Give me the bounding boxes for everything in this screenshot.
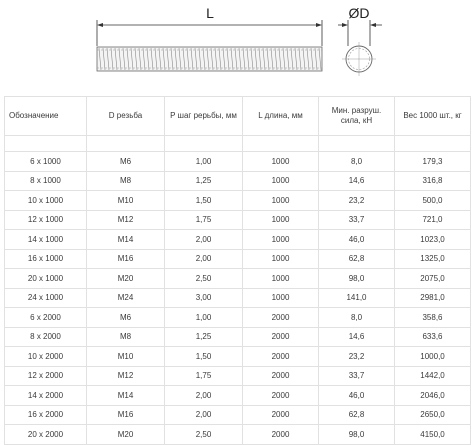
weight-cell: 1000,0 [395, 347, 471, 367]
length-label: L [206, 5, 214, 21]
weight-cell: 721,0 [395, 210, 471, 230]
thread-cell: M12 [87, 210, 165, 230]
designation-cell: 6 x 2000 [5, 308, 87, 328]
thread-cell: M10 [87, 191, 165, 211]
thread-cell: M20 [87, 425, 165, 445]
designation-cell: 8 x 2000 [5, 327, 87, 347]
weight-cell: 179,3 [395, 152, 471, 172]
table-row [5, 288, 471, 308]
diameter-label: ØD [348, 5, 370, 21]
breaking-force-cell: 14,6 [319, 327, 395, 347]
length-cell: 2000 [243, 425, 319, 445]
length-cell: 1000 [243, 171, 319, 191]
thread-cell: M8 [87, 327, 165, 347]
weight-cell: 316,8 [395, 171, 471, 191]
pitch-cell: 3,00 [165, 288, 243, 308]
breaking-force-cell: 98,0 [319, 269, 395, 289]
column-header-weight: Вес 1000 шт., кг [395, 97, 471, 136]
breaking-force-cell: 141,0 [319, 288, 395, 308]
length-cell: 2000 [243, 366, 319, 386]
weight-cell: 358,6 [395, 308, 471, 328]
weight-cell: 4150,0 [395, 425, 471, 445]
length-cell: 2000 [243, 308, 319, 328]
designation-cell: 10 x 2000 [5, 347, 87, 367]
table-row [5, 249, 471, 269]
pitch-cell: 2,00 [165, 405, 243, 425]
designation-cell: 8 x 1000 [5, 171, 87, 191]
length-cell: 1000 [243, 230, 319, 250]
pitch-cell: 2,50 [165, 425, 243, 445]
designation-cell: 10 x 1000 [5, 191, 87, 211]
designation-cell: 12 x 2000 [5, 366, 87, 386]
table-row [5, 327, 471, 347]
column-header-designation: Обозначение [5, 97, 87, 136]
table-row [5, 230, 471, 250]
pitch-cell: 1,00 [165, 152, 243, 172]
weight-cell: 2981,0 [395, 288, 471, 308]
pitch-cell: 2,50 [165, 269, 243, 289]
table-row [5, 366, 471, 386]
thread-cell: M24 [87, 288, 165, 308]
breaking-force-cell: 33,7 [319, 210, 395, 230]
designation-cell: 16 x 1000 [5, 249, 87, 269]
pitch-cell: 1,25 [165, 327, 243, 347]
table-row [5, 269, 471, 289]
designation-cell: 14 x 1000 [5, 230, 87, 250]
length-cell: 1000 [243, 210, 319, 230]
table-row [5, 425, 471, 445]
column-header-thread: D резьба [87, 97, 165, 136]
weight-cell: 2075,0 [395, 269, 471, 289]
column-header-length: L длина, мм [243, 97, 319, 136]
breaking-force-cell: 8,0 [319, 308, 395, 328]
table-row [5, 171, 471, 191]
designation-cell: 20 x 1000 [5, 269, 87, 289]
length-dimension [97, 20, 322, 46]
breaking-force-cell: 62,8 [319, 249, 395, 269]
table-row [5, 347, 471, 367]
table-row [5, 191, 471, 211]
length-cell: 2000 [243, 347, 319, 367]
thread-cell: M8 [87, 171, 165, 191]
breaking-force-cell: 33,7 [319, 366, 395, 386]
pitch-cell: 1,25 [165, 171, 243, 191]
table-spacer-row [5, 136, 471, 152]
table-row [5, 386, 471, 406]
pitch-cell: 1,50 [165, 191, 243, 211]
thread-cell: M10 [87, 347, 165, 367]
pitch-cell: 1,00 [165, 308, 243, 328]
threaded-rod-drawing [0, 0, 474, 84]
pitch-cell: 2,00 [165, 249, 243, 269]
column-header-pitch: P шаг рерьбы, мм [165, 97, 243, 136]
weight-cell: 2650,0 [395, 405, 471, 425]
pitch-cell: 1,50 [165, 347, 243, 367]
designation-cell: 20 x 2000 [5, 425, 87, 445]
table-row [5, 152, 471, 172]
thread-cell: M12 [87, 366, 165, 386]
breaking-force-cell: 14,6 [319, 171, 395, 191]
column-header-breaking-force: Мин. разруш. сила, кН [319, 97, 395, 136]
length-cell: 1000 [243, 288, 319, 308]
thread-cell: M14 [87, 230, 165, 250]
pitch-cell: 2,00 [165, 230, 243, 250]
thread-cell: M6 [87, 152, 165, 172]
breaking-force-cell: 46,0 [319, 386, 395, 406]
weight-cell: 2046,0 [395, 386, 471, 406]
thread-cell: M14 [87, 386, 165, 406]
breaking-force-cell: 98,0 [319, 425, 395, 445]
thread-cell: M20 [87, 269, 165, 289]
designation-cell: 12 x 1000 [5, 210, 87, 230]
pitch-cell: 1,75 [165, 210, 243, 230]
designation-cell: 24 x 1000 [5, 288, 87, 308]
thread-cell: M16 [87, 249, 165, 269]
thread-cell: M16 [87, 405, 165, 425]
length-cell: 1000 [243, 249, 319, 269]
designation-cell: 16 x 2000 [5, 405, 87, 425]
weight-cell: 1325,0 [395, 249, 471, 269]
length-cell: 1000 [243, 191, 319, 211]
designation-cell: 14 x 2000 [5, 386, 87, 406]
breaking-force-cell: 23,2 [319, 191, 395, 211]
length-cell: 2000 [243, 405, 319, 425]
breaking-force-cell: 46,0 [319, 230, 395, 250]
pitch-cell: 2,00 [165, 386, 243, 406]
designation-cell: 6 x 1000 [5, 152, 87, 172]
thread-cell: M6 [87, 308, 165, 328]
table-row [5, 308, 471, 328]
rod-end-view [342, 42, 376, 76]
table-row [5, 210, 471, 230]
breaking-force-cell: 8,0 [319, 152, 395, 172]
spec-table [4, 96, 471, 445]
weight-cell: 1023,0 [395, 230, 471, 250]
breaking-force-cell: 62,8 [319, 405, 395, 425]
table-header-row [5, 97, 471, 136]
weight-cell: 1442,0 [395, 366, 471, 386]
weight-cell: 500,0 [395, 191, 471, 211]
table-row [5, 405, 471, 425]
breaking-force-cell: 23,2 [319, 347, 395, 367]
length-cell: 2000 [243, 327, 319, 347]
length-cell: 2000 [243, 386, 319, 406]
pitch-cell: 1,75 [165, 366, 243, 386]
weight-cell: 633,6 [395, 327, 471, 347]
length-cell: 1000 [243, 269, 319, 289]
table-body [5, 152, 471, 445]
length-cell: 1000 [243, 152, 319, 172]
